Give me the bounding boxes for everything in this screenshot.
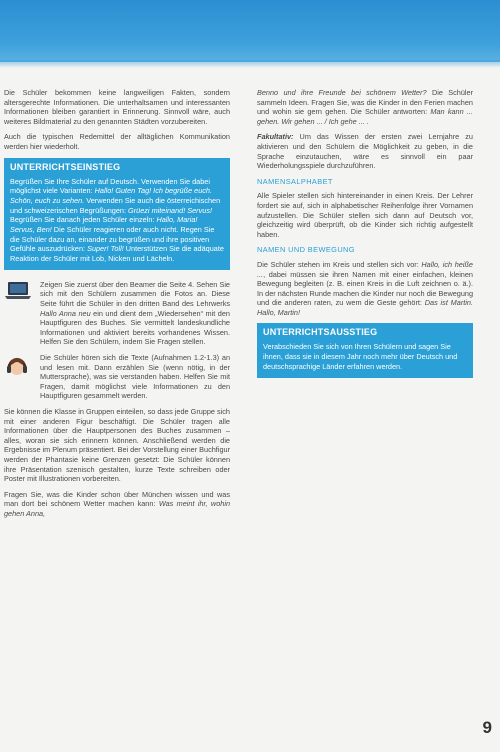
- text-part: Die Schüler stehen im Kreis und stellen sich vor:: [257, 259, 422, 269]
- laptop-icon: [4, 281, 32, 304]
- example-phrase: Das ist Martin. Hallo, Martin!: [257, 298, 473, 317]
- book-title: Hallo Anna neu: [40, 308, 91, 318]
- paragraph-muenchen: [4, 490, 230, 519]
- heading-namensalphabet: NAMENSALPHABET: [257, 176, 333, 186]
- box-text-part: Verwenden Sie auch die österreichischen und schweizerischen Begrüßungen:: [10, 195, 221, 215]
- box-example: Hallo, Maria! Servus, Ben!: [10, 215, 198, 235]
- text-part: Fragen Sie, was die Kinder schon über München wissen und was man dort bei schönem Wetter machen kann:: [4, 489, 230, 509]
- heading-namen-bewegung: NAMEN UND BEWEGUNG: [257, 245, 355, 255]
- example-answer: Man kann ... gehen. Wir gehen ... / Ich gehe ... .: [257, 107, 473, 126]
- paragraph-gruppen: Sie können die Klasse in Gruppen einteilen, so dass jede Gruppe sich mit einer anderen Figur beschäftigt. Die Schüler tragen alle Informationen über die Hauptpersonen des Buches zusammen – alles, woran sie sich erinnern können. Anschließend werden die Ergebnisse im Plenum präsentiert. Bei der Vorstellung einer Buchfigur werden der Phantasie keine Grenzen gesetzt: Die Schüler können ihre Präsentation szenisch gestalten, kurze Texte schreiben oder Poster mit Illustrationen vorbereiten.: [4, 407, 230, 484]
- text-part: Die Schüler sammeln Ideen. Fragen Sie, was die Kinder in den Ferien machen und wohin sie gern gehen. Die Schüler antworten:: [257, 88, 473, 117]
- text-part: , dabei müssen sie ihren Namen mit einer einfachen, kleinen Bewegung begleiten (z. B. einen Kreis in die Luft zeichnen o. ä.). In der nächsten Runde machen die Kinder nur noch die Bewegung und die anderen raten, zu wem die Geste gehört:: [257, 269, 473, 308]
- paragraph-ideen: [257, 88, 473, 126]
- left-column: [4, 88, 230, 525]
- box-text: Verabschieden Sie sich von Ihren Schülern und sagen Sie ihnen, dass sie in diesem Jahr noch mehr über Deutsch und deutschsprachige Länder erfahren werden.: [263, 342, 458, 371]
- box-example: Super! Toll!: [87, 244, 124, 254]
- paragraph-namensalphabet: Alle Spieler stellen sich hintereinander in einen Kreis. Der Lehrer fordert sie auf, sich in alphabetischer Reihenfolge ihrer Vornamen aufzustellen. Die Schüler stellen sich dann auf Deutsch vor, gleichzeitig wird überprüft, ob die Kinder sich richtig aufgestellt haben.: [257, 191, 473, 239]
- page-number: 9: [482, 718, 492, 737]
- box-title: UNTERRICHTSAUSSTIEG: [263, 327, 378, 338]
- text-part: Um das Wissen der ersten zwei Lernjahre zu aktivieren und den Schülern die Möglichkeit zu geben, in die Sprache einzutauchen, wäre es sinnvoll ein paar Wiederholungsspiele durchzuführen.: [257, 132, 473, 171]
- headphones-icon: [4, 354, 30, 383]
- box-text-part: Unterstützen Sie die adäquate Reaktion der Schüler mit Lob, Nicken und Lächeln.: [10, 244, 224, 264]
- box-unterrichtsausstieg: [257, 323, 473, 377]
- text-part: Zeigen Sie zuerst über den Beamer die Seite 4. Sehen Sie sich mit den Schülern zusammen die Fotos an. Diese Seite führt die Schüler in den dritten Band des Lehrwerks: [40, 279, 230, 309]
- box-text-part: Begrüßen Sie Ihre Schüler auf Deutsch. Verwenden Sie dabei möglichst viele Varianten:: [10, 176, 210, 196]
- right-column: [257, 88, 473, 388]
- paragraph-namen-bewegung: [257, 260, 473, 318]
- example-question: Benno und ihre Freunde bei schönem Wetter?: [257, 88, 427, 97]
- label-fakultativ: Fakultativ:: [257, 132, 294, 142]
- example-phrase: Hallo, ich heiße ...: [257, 259, 473, 279]
- box-title: UNTERRICHTSEINSTIEG: [10, 161, 121, 172]
- box-example: Grüezi miteinand! Servus!: [128, 205, 212, 215]
- paragraph-fakultativ: [257, 132, 473, 170]
- paragraph-redemittel: Auch die typischen Redemittel der alltäglichen Kommunikation werden hier wiederholt.: [4, 132, 230, 151]
- box-text-part: Begrüßen Sie danach jeden Schüler einzeln:: [10, 215, 157, 225]
- paragraph-audio: [4, 353, 230, 401]
- text-part: Die Schüler hören sich die Texte (Aufnahmen 1.2-1.3) an und lesen mit. Dann erzählen Sie (wenn nötig, in der Muttersprache), was sie verstanden haben. Helfen Sie mit Fragen, damit möglichst viele Informationen zu den Hauptfiguren gesammelt werden.: [40, 353, 230, 401]
- box-unterrichtseinstieg: [4, 158, 230, 270]
- box-example: Hallo! Guten Tag! Ich begrüße euch. Schön, euch zu sehen.: [10, 186, 213, 205]
- text-part: ein und dient dem „Wiedersehen“ mit den Hauptfiguren des Buches. Sie vermittelt landeskundliche Informationen und aktiviert bereits vorhandenes Wissen. Helfen Sie den Schülern, indem Sie Fragen stellen.: [40, 308, 230, 347]
- paragraph-beamer: [4, 280, 230, 347]
- paragraph-intro: Die Schüler bekommen keine langweiligen Fakten, sondern altersgerechte Informationen. Die unterhaltsamen und interessanten Informationen bleiben garantiert in Erinnerung. Sinnvoll wäre, auch weiteres Bildmaterial zu den genannten Städten vorzubereiten.: [4, 88, 230, 126]
- box-text-part: Die Schüler reagieren oder auch nicht. Regen Sie die Schüler dazu an, einander zu begrüßen und ihre positiven Gefühle auszudrücken:: [10, 225, 215, 254]
- example-question: Was meint ihr, wohin gehen Anna,: [4, 499, 230, 518]
- header-band: [0, 0, 500, 62]
- box-text: [10, 177, 224, 264]
